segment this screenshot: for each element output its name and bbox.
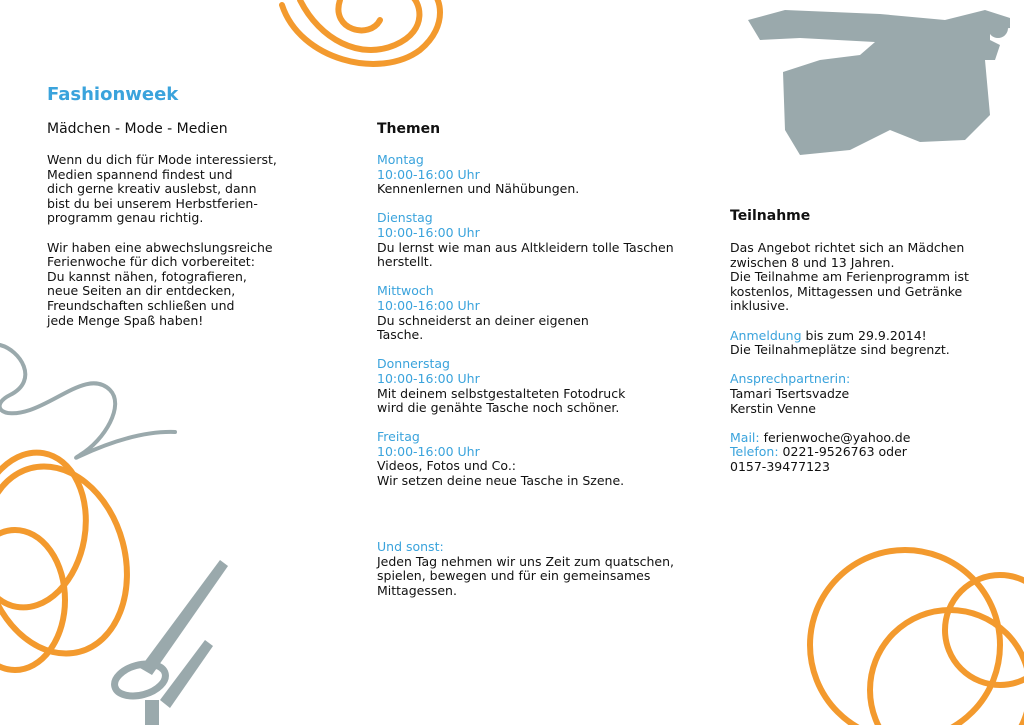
day-time: 10:00-16:00 Uhr bbox=[377, 166, 480, 182]
day-description: Mit deinem selbstgestalteten Fotodruck bbox=[377, 385, 626, 401]
intro-line: programm genau richtig. bbox=[47, 210, 204, 226]
intro-text bbox=[47, 153, 277, 328]
day-description: Videos, Fotos und Co.: bbox=[377, 458, 517, 474]
intro-line: Medien spannend findest und bbox=[47, 166, 233, 182]
day-description: herstellt. bbox=[377, 254, 433, 270]
extra-label: Und sonst: bbox=[377, 539, 444, 554]
intro-line: Wenn du dich für Mode interessierst, bbox=[47, 152, 277, 167]
spacer bbox=[730, 358, 969, 373]
phone-number: 0221-9526763 oder bbox=[778, 444, 907, 460]
participation-info bbox=[730, 241, 969, 475]
spacer bbox=[377, 343, 674, 358]
intro-line: dich gerne kreativ auslebst, dann bbox=[47, 181, 257, 197]
day-label: Dienstag bbox=[377, 210, 433, 226]
day-label: Montag bbox=[377, 152, 424, 167]
themen-heading: Themen bbox=[377, 121, 441, 137]
registration-deadline: bis zum 29.9.2014! bbox=[801, 327, 927, 343]
extra-line: Mittagessen. bbox=[377, 582, 457, 598]
mail-label: Mail: bbox=[730, 429, 760, 445]
thread-loops-right bbox=[810, 550, 1024, 725]
registration-line bbox=[730, 329, 969, 344]
mail-line bbox=[730, 431, 969, 446]
intro-line: neue Seiten an dir entdecken, bbox=[47, 283, 236, 299]
registration-label: Anmeldung bbox=[730, 327, 802, 343]
day-time: 10:00-16:00 Uhr bbox=[377, 297, 480, 313]
day-description: Tasche. bbox=[377, 327, 424, 343]
intro-line: jede Menge Spaß haben! bbox=[47, 312, 204, 328]
intro-line: bist du bei unserem Herbstferien- bbox=[47, 195, 258, 211]
thread-loops-top bbox=[282, 0, 440, 64]
phone-line bbox=[730, 445, 969, 460]
day-description: Du lernst wie man aus Altkleidern tolle Taschen bbox=[377, 239, 674, 255]
day-label: Freitag bbox=[377, 429, 420, 445]
intro-line: Du kannst nähen, fotografieren, bbox=[47, 268, 247, 284]
day-label: Donnerstag bbox=[377, 356, 450, 372]
thread-loops-left bbox=[0, 444, 147, 670]
day-time: 10:00-16:00 Uhr bbox=[377, 443, 480, 459]
teilnahme-heading: Teilnahme bbox=[730, 208, 811, 224]
spacer bbox=[377, 416, 674, 431]
phone-label: Telefon: bbox=[730, 444, 779, 460]
scissors-icon bbox=[111, 560, 228, 725]
thread-grey bbox=[0, 345, 175, 458]
spacer bbox=[377, 270, 674, 285]
contact-name: Tamari Tsertsvadze bbox=[730, 385, 850, 401]
participation-line: Die Teilnahme am Ferienprogramm ist bbox=[730, 269, 969, 285]
day-label: Mittwoch bbox=[377, 283, 434, 299]
participation-line: Das Angebot richtet sich an Mädchen bbox=[730, 240, 965, 255]
day-description: Wir setzen deine neue Tasche in Szene. bbox=[377, 473, 625, 489]
day-time: 10:00-16:00 Uhr bbox=[377, 370, 480, 386]
extra-info bbox=[377, 540, 674, 598]
participation-line: kostenlos, Mittagessen und Getränke bbox=[730, 283, 963, 299]
intro-line: Wir haben eine abwechslungsreiche bbox=[47, 239, 273, 255]
day-description: Kennenlernen und Nähübungen. bbox=[377, 181, 580, 197]
video-camera-icon bbox=[748, 10, 1010, 155]
intro-spacer bbox=[47, 226, 277, 241]
spacer bbox=[730, 416, 969, 431]
schedule bbox=[377, 153, 674, 489]
contact-name: Kerstin Venne bbox=[730, 400, 816, 416]
spacer bbox=[377, 197, 674, 212]
day-description: Du schneiderst an deiner eigenen bbox=[377, 312, 589, 328]
participation-line: zwischen 8 und 13 Jahren. bbox=[730, 254, 895, 270]
phone-number-2: 0157-39477123 bbox=[730, 458, 830, 474]
mail-address[interactable]: ferienwoche@yahoo.de bbox=[759, 429, 911, 445]
participation-line: inklusive. bbox=[730, 298, 790, 314]
contact-label: Ansprechpartnerin: bbox=[730, 371, 851, 387]
extra-line: Jeden Tag nehmen wir uns Zeit zum quatschen, bbox=[377, 553, 675, 569]
page-title: Fashionweek bbox=[47, 84, 179, 105]
registration-note: Die Teilnahmeplätze sind begrenzt. bbox=[730, 342, 950, 358]
spacer bbox=[730, 314, 969, 329]
intro-line: Ferienwoche für dich vorbereitet: bbox=[47, 254, 255, 270]
page-subtitle: Mädchen - Mode - Medien bbox=[47, 121, 228, 137]
day-description: wird die genähte Tasche noch schöner. bbox=[377, 400, 620, 416]
day-time: 10:00-16:00 Uhr bbox=[377, 224, 480, 240]
intro-line: Freundschaften schließen und bbox=[47, 297, 235, 313]
extra-line: spielen, bewegen und für ein gemeinsames bbox=[377, 568, 651, 584]
